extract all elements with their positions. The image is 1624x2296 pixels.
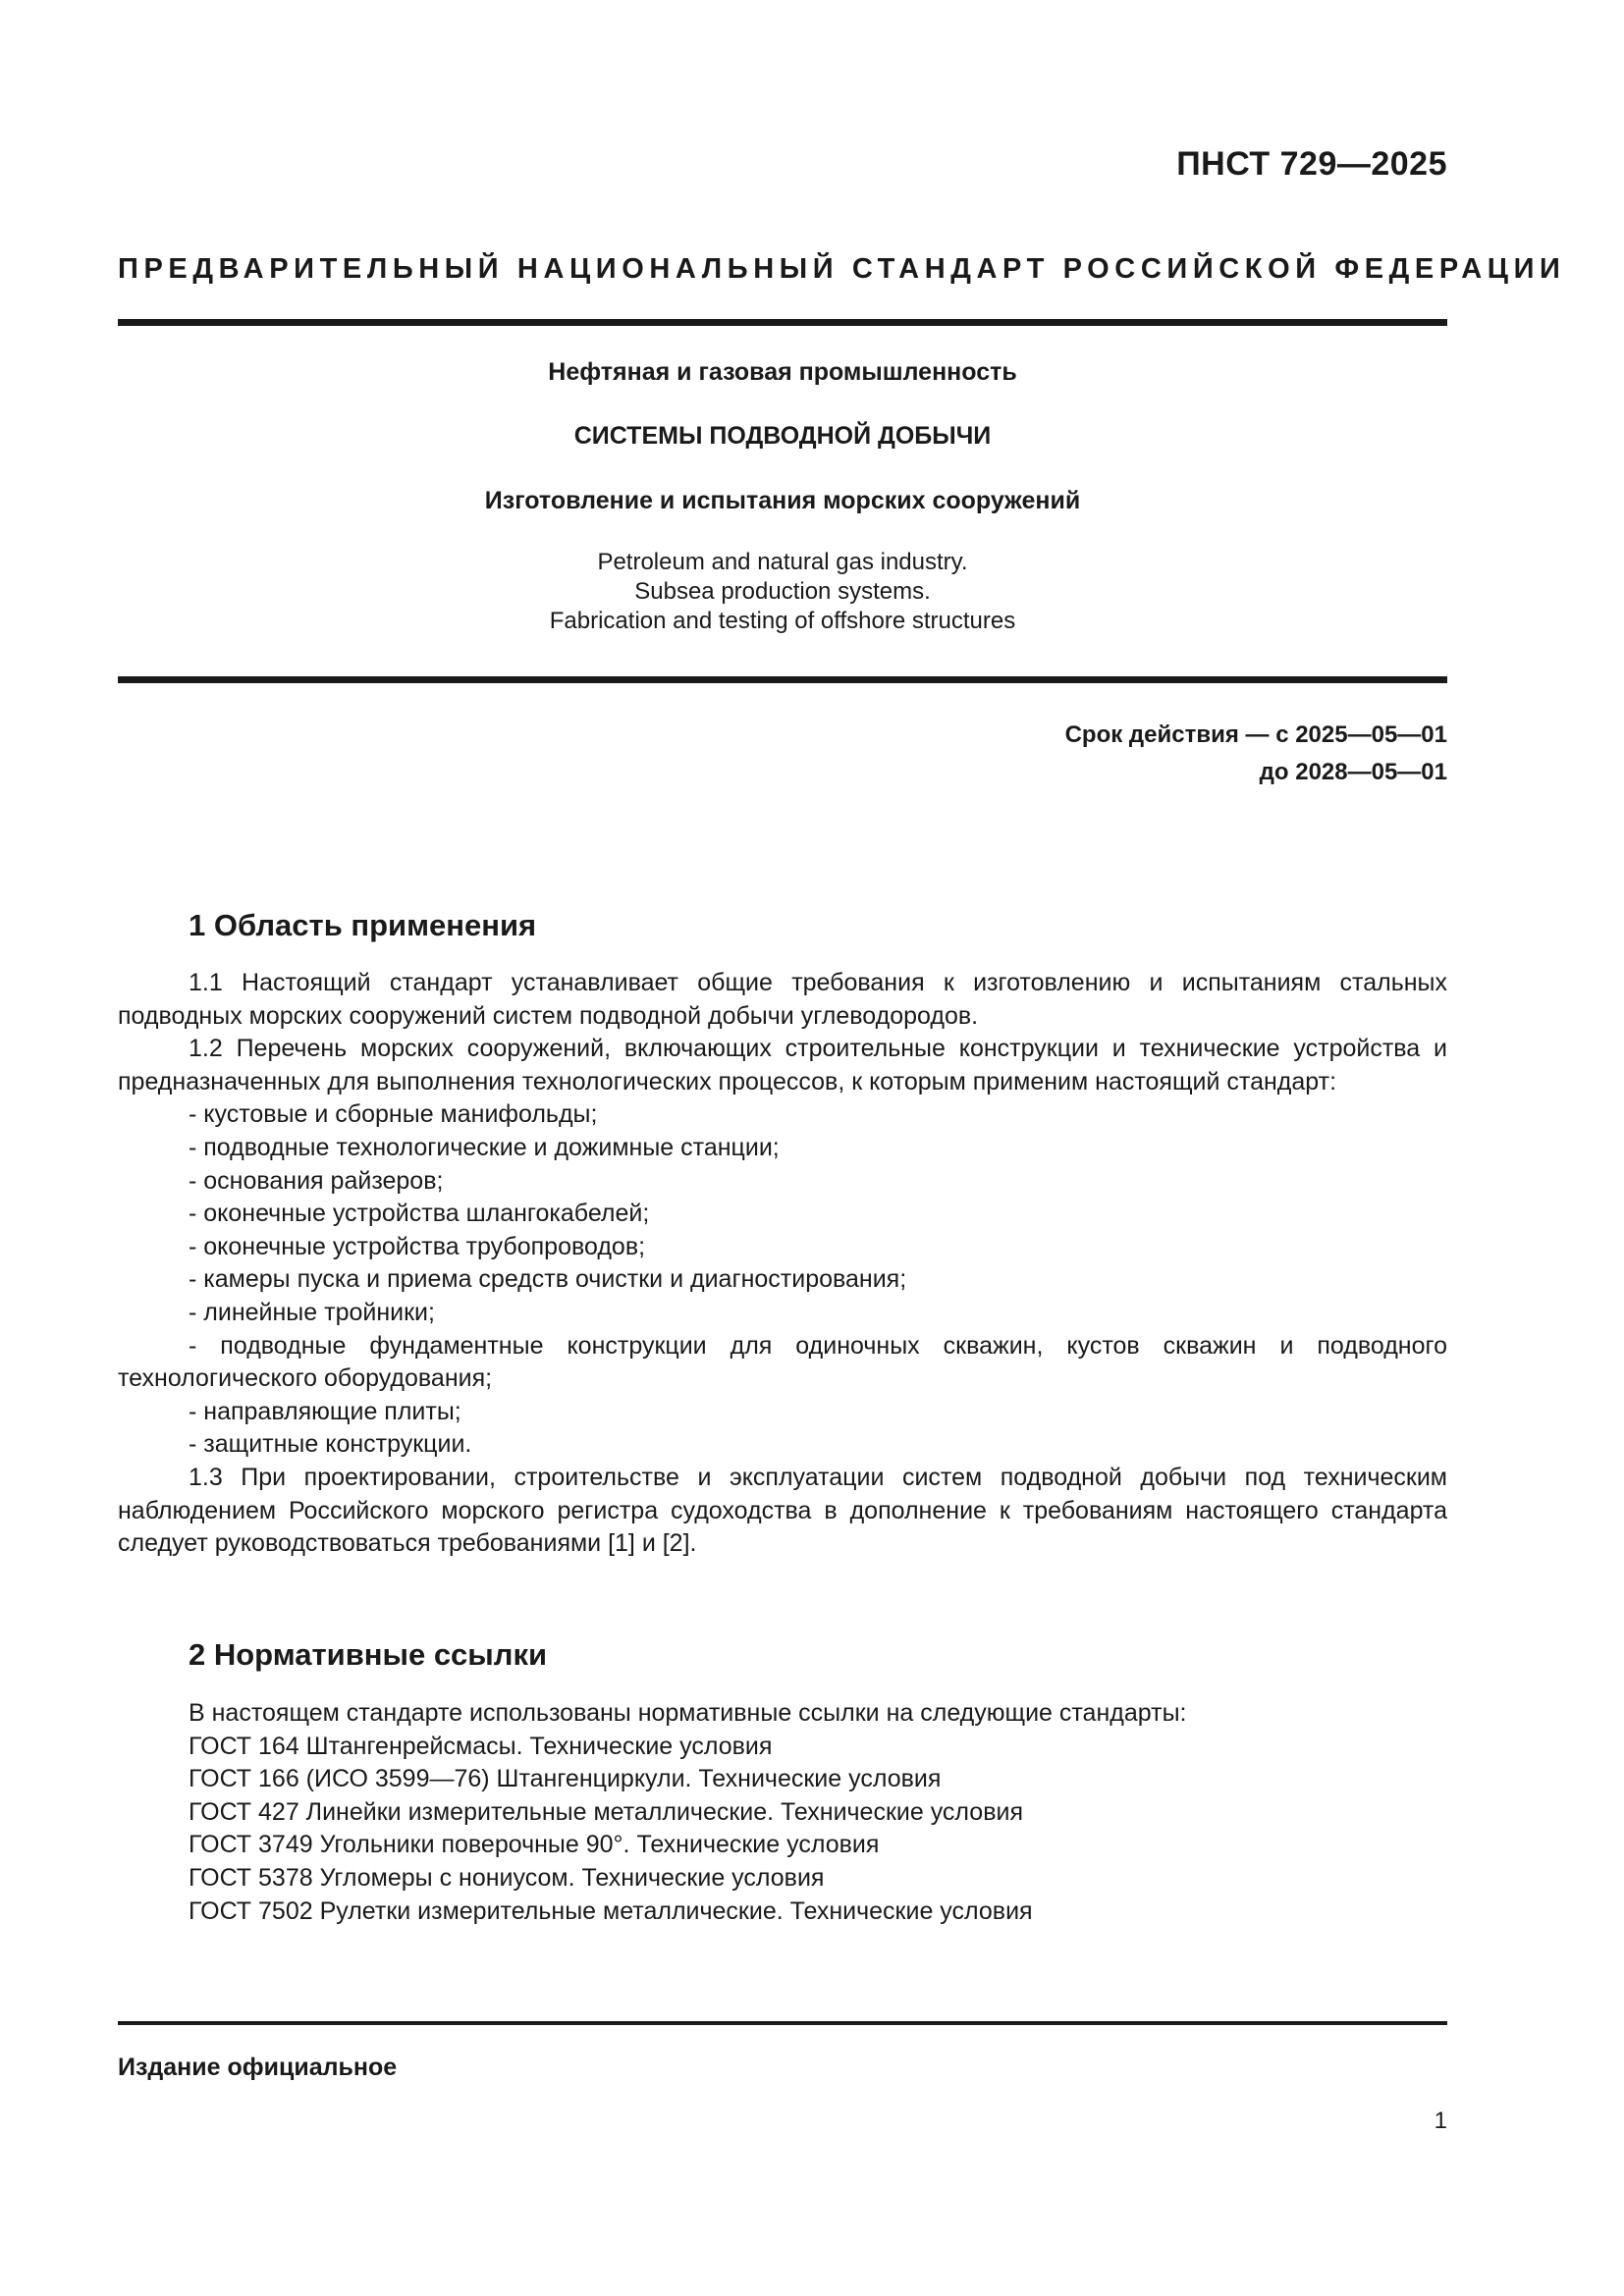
list-item: - направляющие плиты;: [189, 1397, 461, 1425]
paragraph-1-3: 1.3 При проектировании, строительстве и эксплуатации систем подводной добычи под техническим наблюдением Российского морского регистра судоходства в дополнение к требованиям настоящего стандарта следует руководствоваться требованиями [1] и [2].: [118, 1463, 1447, 1558]
title-divider: [118, 676, 1447, 683]
page-number: 1: [1434, 2108, 1447, 2134]
list-item: - кустовые и сборные манифольды;: [189, 1100, 598, 1129]
system-title: СИСТЕМЫ ПОДВОДНОЙ ДОБЫЧИ: [573, 422, 992, 450]
subject-title: Изготовление и испытания морских сооружений: [484, 487, 1081, 514]
document-code: ПНСТ 729—2025: [1176, 145, 1447, 183]
list-item: - оконечные устройства шлангокабелей;: [189, 1200, 650, 1228]
reference-item: ГОСТ 166 (ИСО 3599—76) Штангенциркули. Технические условия: [189, 1765, 942, 1793]
validity-end: до 2028—05—01: [1259, 759, 1447, 785]
section-1-body: [118, 967, 1447, 1561]
standard-type-heading: ПРЕДВАРИТЕЛЬНЫЙ НАЦИОНАЛЬНЫЙ СТАНДАРТ РОССИЙСКОЙ ФЕДЕРАЦИИ: [118, 253, 1566, 285]
list-item: - основания райзеров;: [189, 1166, 444, 1195]
paragraph-1-2: 1.2 Перечень морских сооружений, включающих строительные конструкции и технические устройства и предназначенных для выполнения технологических процессов, к которым применим настоящий стандарт:: [118, 1035, 1447, 1095]
reference-item: ГОСТ 5378 Угломеры с нониусом. Технические условия: [189, 1863, 825, 1892]
reference-item: ГОСТ 7502 Рулетки измерительные металлические. Технические условия: [189, 1896, 1033, 1925]
section-1-title: 1 Область применения: [189, 908, 537, 942]
list-item: - оконечные устройства трубопроводов;: [189, 1232, 646, 1260]
reference-item: ГОСТ 427 Линейки измерительные металлические. Технические условия: [189, 1797, 1023, 1826]
english-title-line: Subsea production systems.: [634, 578, 931, 605]
list-item: - подводные технологические и дожимные станции;: [189, 1133, 780, 1161]
reference-item: ГОСТ 3749 Угольники поверочные 90°. Технические условия: [189, 1831, 880, 1859]
paragraph-1-1: 1.1 Настоящий стандарт устанавливает общие требования к изготовлению и испытаниям стальных подводных морских сооружений систем подводной добычи углеводородов.: [118, 969, 1447, 1030]
section-2-title: 2 Нормативные ссылки: [189, 1637, 548, 1672]
list-item: - камеры пуска и приема средств очистки и диагностирования;: [189, 1265, 907, 1294]
official-edition-label: Издание официальное: [118, 2054, 398, 2081]
top-divider: [118, 319, 1447, 326]
list-item: - подводные фундаментные конструкции для одиночных скважин, кустов скважин и подводного технологического оборудования;: [118, 1331, 1447, 1393]
references-intro: В настоящем стандарте использованы нормативные ссылки на следующие стандарты:: [189, 1699, 1187, 1727]
footer-divider: [118, 2021, 1447, 2025]
references-list: [189, 1697, 1186, 1928]
english-title-line: Petroleum and natural gas industry.: [597, 549, 968, 575]
list-item: - линейные тройники;: [189, 1298, 435, 1326]
list-item: - защитные конструкции.: [189, 1430, 472, 1459]
industry-title: Нефтяная и газовая промышленность: [548, 358, 1017, 386]
validity-start: Срок действия — с 2025—05—01: [1064, 721, 1447, 748]
english-title-line: Fabrication and testing of offshore structures: [549, 608, 1016, 634]
reference-item: ГОСТ 164 Штангенрейсмасы. Технические условия: [189, 1732, 773, 1760]
validity-period: [1065, 717, 1447, 791]
english-title: [118, 548, 1447, 636]
